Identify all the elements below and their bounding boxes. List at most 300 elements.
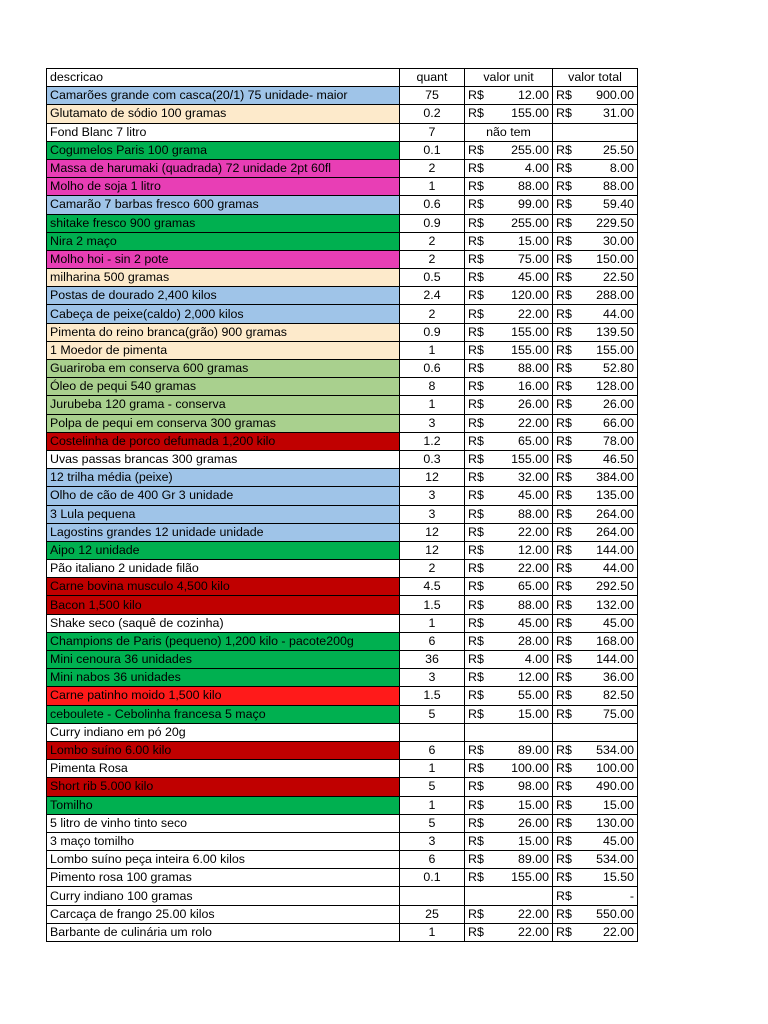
amount: 22.00 xyxy=(517,924,549,939)
cell-descricao[interactable]: Mini nabos 36 unidades xyxy=(47,669,400,687)
cell-descricao[interactable]: shitake fresco 900 gramas xyxy=(47,214,400,232)
amount: 12.00 xyxy=(517,670,549,685)
cell-valor-total[interactable] xyxy=(553,632,638,650)
cell-valor-unit[interactable] xyxy=(465,651,553,669)
amount: 75.00 xyxy=(602,706,634,721)
cell-quant[interactable]: 5 xyxy=(400,778,465,796)
cell-valor-total[interactable] xyxy=(553,723,638,741)
currency-symbol: R$ xyxy=(468,670,484,685)
amount: 89.00 xyxy=(517,743,549,758)
cell-valor-unit[interactable] xyxy=(465,323,553,341)
money-cell xyxy=(468,415,549,432)
cell-quant[interactable]: 1 xyxy=(400,396,465,414)
cell-valor-unit[interactable] xyxy=(465,523,553,541)
cell-quant[interactable]: 1 xyxy=(400,614,465,632)
amount: 4.00 xyxy=(524,652,549,667)
currency-symbol: R$ xyxy=(556,833,572,848)
cell-valor-total[interactable] xyxy=(553,796,638,814)
cell-valor-total[interactable] xyxy=(553,178,638,196)
money-cell xyxy=(556,306,634,323)
cell-descricao[interactable]: Polpa de pequi em conserva 300 gramas xyxy=(47,414,400,432)
cell-valor-total[interactable] xyxy=(553,378,638,396)
amount: 135.00 xyxy=(596,488,634,503)
table-row xyxy=(47,578,638,596)
cell-valor-unit[interactable] xyxy=(465,450,553,468)
cell-valor-unit[interactable] xyxy=(465,796,553,814)
cell-quant[interactable]: 0.5 xyxy=(400,269,465,287)
money-cell xyxy=(468,396,549,413)
money-cell xyxy=(468,742,549,759)
table-row xyxy=(47,232,638,250)
cell-quant[interactable]: 5 xyxy=(400,814,465,832)
cell-descricao[interactable]: 5 litro de vinho tinto seco xyxy=(47,814,400,832)
cell-quant[interactable]: 0.9 xyxy=(400,214,465,232)
cell-valor-total[interactable] xyxy=(553,396,638,414)
cell-valor-total[interactable] xyxy=(553,323,638,341)
cell-valor-total[interactable] xyxy=(553,669,638,687)
cell-valor-unit[interactable] xyxy=(465,505,553,523)
cell-valor-total[interactable] xyxy=(553,778,638,796)
cell-valor-unit[interactable] xyxy=(465,814,553,832)
currency-symbol: R$ xyxy=(556,706,572,721)
cell-descricao[interactable]: Óleo de pequi 540 gramas xyxy=(47,378,400,396)
cell-quant[interactable]: 0.3 xyxy=(400,450,465,468)
amount: 45.00 xyxy=(517,270,549,285)
cell-valor-unit[interactable] xyxy=(465,869,553,887)
cell-descricao[interactable]: Shake seco (saquê de cozinha) xyxy=(47,614,400,632)
cell-descricao[interactable]: Aipo 12 unidade xyxy=(47,541,400,559)
cell-valor-unit[interactable] xyxy=(465,305,553,323)
money-cell xyxy=(468,324,549,341)
amount: 25.50 xyxy=(602,142,634,157)
money-cell xyxy=(556,797,634,814)
cell-descricao[interactable]: Bacon 1,500 kilo xyxy=(47,596,400,614)
cell-quant[interactable]: 5 xyxy=(400,705,465,723)
cell-quant[interactable]: 0.1 xyxy=(400,141,465,159)
cell-descricao[interactable]: Olho de cão de 400 Gr 3 unidade xyxy=(47,487,400,505)
cell-quant[interactable]: 0.2 xyxy=(400,105,465,123)
cell-valor-unit[interactable] xyxy=(465,887,553,905)
table-row xyxy=(47,341,638,359)
cell-descricao[interactable]: Camarão 7 barbas fresco 600 gramas xyxy=(47,196,400,214)
cell-descricao[interactable]: 3 maço tomilho xyxy=(47,832,400,850)
cell-valor-unit[interactable] xyxy=(465,905,553,923)
currency-symbol: R$ xyxy=(468,106,484,121)
cell-valor-total[interactable] xyxy=(553,487,638,505)
cell-quant[interactable]: 2 xyxy=(400,560,465,578)
cell-valor-total[interactable] xyxy=(553,250,638,268)
cell-valor-unit[interactable] xyxy=(465,250,553,268)
currency-symbol: R$ xyxy=(556,888,572,903)
cell-valor-total[interactable] xyxy=(553,869,638,887)
cell-valor-unit[interactable] xyxy=(465,578,553,596)
cell-valor-unit[interactable] xyxy=(465,760,553,778)
header-valor-unit[interactable]: valor unit xyxy=(465,69,553,87)
header-quant[interactable]: quant xyxy=(400,69,465,87)
cell-descricao[interactable]: Carne bovina musculo 4,500 kilo xyxy=(47,578,400,596)
currency-symbol: R$ xyxy=(468,379,484,394)
currency-symbol: R$ xyxy=(468,633,484,648)
currency-symbol: R$ xyxy=(556,597,572,612)
cell-valor-unit[interactable] xyxy=(465,851,553,869)
cell-valor-total[interactable] xyxy=(553,887,638,905)
cell-valor-unit[interactable] xyxy=(465,487,553,505)
money-cell xyxy=(468,306,549,323)
amount: 292.50 xyxy=(596,579,634,594)
money-cell xyxy=(468,687,549,704)
cell-quant[interactable]: 6 xyxy=(400,741,465,759)
cell-valor-unit[interactable] xyxy=(465,469,553,487)
currency-symbol: R$ xyxy=(468,397,484,412)
amount: 132.00 xyxy=(596,597,634,612)
table-row xyxy=(47,760,638,778)
table-row xyxy=(47,450,638,468)
cell-valor-unit[interactable] xyxy=(465,723,553,741)
cell-valor-total[interactable] xyxy=(553,269,638,287)
cell-quant[interactable]: 8 xyxy=(400,378,465,396)
money-cell xyxy=(468,196,549,213)
cell-quant[interactable]: 0.9 xyxy=(400,323,465,341)
cell-valor-unit[interactable] xyxy=(465,596,553,614)
cell-descricao[interactable]: Lombo suíno 6.00 kilo xyxy=(47,741,400,759)
cell-descricao[interactable]: Champions de Paris (pequeno) 1,200 kilo - pacote200g xyxy=(47,632,400,650)
cell-descricao[interactable]: Guariroba em conserva 600 gramas xyxy=(47,360,400,378)
cell-valor-unit[interactable] xyxy=(465,687,553,705)
header-valor-total[interactable]: valor total xyxy=(553,69,638,87)
cell-valor-unit[interactable] xyxy=(465,214,553,232)
cell-valor-total[interactable] xyxy=(553,905,638,923)
table-row xyxy=(47,923,638,941)
cell-valor-unit[interactable] xyxy=(465,341,553,359)
table-row xyxy=(47,541,638,559)
cell-valor-unit[interactable] xyxy=(465,360,553,378)
cell-valor-unit[interactable] xyxy=(465,269,553,287)
currency-symbol: R$ xyxy=(556,251,572,266)
cell-descricao[interactable]: Camarões grande com casca(20/1) 75 unidade- maior xyxy=(47,87,400,105)
cell-valor-total[interactable] xyxy=(553,105,638,123)
cell-descricao[interactable]: 12 trilha média (peixe) xyxy=(47,469,400,487)
cell-valor-unit[interactable] xyxy=(465,560,553,578)
cell-valor-unit[interactable] xyxy=(465,196,553,214)
currency-symbol: R$ xyxy=(556,452,572,467)
cell-descricao[interactable]: Uvas passas brancas 300 gramas xyxy=(47,450,400,468)
cell-descricao[interactable]: Curry indiano 100 gramas xyxy=(47,887,400,905)
cell-descricao[interactable]: milharina 500 gramas xyxy=(47,269,400,287)
cell-valor-total[interactable] xyxy=(553,214,638,232)
cell-quant[interactable]: 3 xyxy=(400,669,465,687)
cell-valor-total[interactable] xyxy=(553,360,638,378)
cell-valor-total[interactable] xyxy=(553,505,638,523)
money-cell xyxy=(468,506,549,523)
cell-valor-total[interactable] xyxy=(553,287,638,305)
cell-descricao[interactable]: Lombo suíno peça inteira 6.00 kilos xyxy=(47,851,400,869)
amount: 8.00 xyxy=(609,161,634,176)
cell-valor-total[interactable] xyxy=(553,923,638,941)
cell-quant[interactable]: 0.1 xyxy=(400,869,465,887)
cell-quant[interactable]: 1 xyxy=(400,178,465,196)
cell-valor-unit[interactable] xyxy=(465,832,553,850)
cell-descricao[interactable]: Molho de soja 1 litro xyxy=(47,178,400,196)
cell-valor-unit[interactable] xyxy=(465,232,553,250)
currency-symbol: R$ xyxy=(556,88,572,103)
money-cell xyxy=(556,233,634,250)
cell-valor-unit[interactable] xyxy=(465,614,553,632)
cell-valor-unit[interactable] xyxy=(465,741,553,759)
cell-valor-total[interactable] xyxy=(553,832,638,850)
cell-quant[interactable]: 6 xyxy=(400,851,465,869)
table-row xyxy=(47,432,638,450)
cell-descricao[interactable]: Mini cenoura 36 unidades xyxy=(47,651,400,669)
amount: 22.00 xyxy=(517,561,549,576)
table-row xyxy=(47,123,638,141)
cell-quant[interactable]: 1.5 xyxy=(400,596,465,614)
cell-valor-unit[interactable] xyxy=(465,632,553,650)
cell-quant[interactable]: 12 xyxy=(400,523,465,541)
money-cell xyxy=(556,269,634,286)
cell-quant[interactable]: 0.6 xyxy=(400,196,465,214)
cell-quant[interactable]: 1.5 xyxy=(400,687,465,705)
cell-quant[interactable]: 3 xyxy=(400,832,465,850)
currency-symbol: R$ xyxy=(556,743,572,758)
cell-quant[interactable]: 3 xyxy=(400,414,465,432)
cell-quant[interactable]: 2 xyxy=(400,232,465,250)
cell-quant[interactable]: 3 xyxy=(400,487,465,505)
cell-valor-total[interactable] xyxy=(553,450,638,468)
cell-valor-total[interactable] xyxy=(553,232,638,250)
money-cell xyxy=(556,888,634,905)
currency-symbol: R$ xyxy=(468,342,484,357)
header-descricao[interactable]: descricao xyxy=(47,69,400,87)
amount: 55.00 xyxy=(517,688,549,703)
cell-valor-unit[interactable] xyxy=(465,414,553,432)
amount: 46.50 xyxy=(602,452,634,467)
amount: 384.00 xyxy=(596,470,634,485)
cell-valor-unit[interactable] xyxy=(465,105,553,123)
currency-symbol: R$ xyxy=(556,233,572,248)
money-cell xyxy=(468,669,549,686)
currency-symbol: R$ xyxy=(468,852,484,867)
currency-symbol: R$ xyxy=(556,215,572,230)
cell-valor-total[interactable] xyxy=(553,687,638,705)
cell-valor-total[interactable] xyxy=(553,851,638,869)
amount: 22.00 xyxy=(517,524,549,539)
cell-valor-total[interactable] xyxy=(553,141,638,159)
cell-descricao[interactable]: Pimento rosa 100 gramas xyxy=(47,869,400,887)
money-cell xyxy=(468,760,549,777)
table-row xyxy=(47,741,638,759)
cell-descricao[interactable]: Cabeça de peixe(caldo) 2,000 kilos xyxy=(47,305,400,323)
cell-quant[interactable] xyxy=(400,723,465,741)
cell-quant[interactable]: 1 xyxy=(400,760,465,778)
cell-quant[interactable]: 12 xyxy=(400,469,465,487)
cell-quant[interactable]: 12 xyxy=(400,541,465,559)
cell-descricao[interactable]: Costelinha de porco defumada 1,200 kilo xyxy=(47,432,400,450)
cell-valor-unit[interactable] xyxy=(465,396,553,414)
amount: 155.00 xyxy=(511,452,549,467)
currency-symbol: R$ xyxy=(556,488,572,503)
cell-valor-total[interactable] xyxy=(553,596,638,614)
table-row xyxy=(47,287,638,305)
money-cell xyxy=(468,924,549,941)
money-cell xyxy=(556,778,634,795)
money-cell xyxy=(468,469,549,486)
cell-descricao[interactable]: Lagostins grandes 12 unidade unidade xyxy=(47,523,400,541)
cell-descricao[interactable]: Pão italiano 2 unidade filão xyxy=(47,560,400,578)
cell-quant[interactable]: 0.6 xyxy=(400,360,465,378)
cell-valor-total[interactable] xyxy=(553,523,638,541)
amount: 15.50 xyxy=(602,870,634,885)
amount: 15.00 xyxy=(517,706,549,721)
cell-quant[interactable]: 1 xyxy=(400,796,465,814)
cell-descricao[interactable]: Nira 2 maço xyxy=(47,232,400,250)
table-row xyxy=(47,705,638,723)
money-cell xyxy=(556,633,634,650)
cell-quant[interactable]: 6 xyxy=(400,632,465,650)
cell-valor-unit[interactable] xyxy=(465,123,553,141)
cell-valor-total[interactable] xyxy=(553,432,638,450)
currency-symbol: R$ xyxy=(468,652,484,667)
cell-descricao[interactable]: Pimenta Rosa xyxy=(47,760,400,778)
cell-valor-total[interactable] xyxy=(553,560,638,578)
money-cell xyxy=(468,269,549,286)
cell-valor-total[interactable] xyxy=(553,614,638,632)
cell-valor-unit[interactable] xyxy=(465,778,553,796)
table-row xyxy=(47,523,638,541)
cell-valor-total[interactable] xyxy=(553,814,638,832)
cell-quant[interactable]: 7 xyxy=(400,123,465,141)
money-cell xyxy=(556,742,634,759)
cell-valor-unit[interactable] xyxy=(465,923,553,941)
table-row xyxy=(47,323,638,341)
cell-valor-unit[interactable] xyxy=(465,669,553,687)
money-cell xyxy=(468,105,549,122)
cell-descricao[interactable]: Barbante de culinária um rolo xyxy=(47,923,400,941)
cell-quant[interactable]: 1.2 xyxy=(400,432,465,450)
money-cell xyxy=(556,396,634,413)
cell-quant[interactable]: 3 xyxy=(400,505,465,523)
money-cell xyxy=(556,651,634,668)
table-row xyxy=(47,869,638,887)
cell-descricao[interactable]: Short rib 5.000 kilo xyxy=(47,778,400,796)
money-cell xyxy=(468,797,549,814)
cell-valor-total[interactable] xyxy=(553,469,638,487)
money-cell xyxy=(468,233,549,250)
cell-descricao[interactable]: Massa de harumaki (quadrada) 72 unidade 2pt 60fl xyxy=(47,159,400,177)
cell-descricao[interactable]: Curry indiano em pó 20g xyxy=(47,723,400,741)
cell-valor-unit[interactable] xyxy=(465,178,553,196)
money-cell xyxy=(468,160,549,177)
cell-descricao[interactable]: Carne patinho moido 1,500 kilo xyxy=(47,687,400,705)
cell-quant[interactable]: 75 xyxy=(400,87,465,105)
cell-valor-total[interactable] xyxy=(553,414,638,432)
money-cell xyxy=(468,560,549,577)
currency-symbol: R$ xyxy=(556,288,572,303)
cell-valor-total[interactable] xyxy=(553,705,638,723)
money-cell xyxy=(556,506,634,523)
cell-quant[interactable]: 1 xyxy=(400,341,465,359)
cell-descricao[interactable]: Cogumelos Paris 100 grama xyxy=(47,141,400,159)
cell-descricao[interactable]: Molho hoi - sin 2 pote xyxy=(47,250,400,268)
currency-symbol: R$ xyxy=(556,670,572,685)
currency-symbol: R$ xyxy=(468,179,484,194)
cell-descricao[interactable]: 3 Lula pequena xyxy=(47,505,400,523)
cell-descricao[interactable]: Postas de dourado 2,400 kilos xyxy=(47,287,400,305)
currency-symbol: R$ xyxy=(556,179,572,194)
cell-valor-total[interactable] xyxy=(553,159,638,177)
cell-note: não tem xyxy=(486,124,531,139)
money-cell xyxy=(468,524,549,541)
currency-symbol: R$ xyxy=(556,561,572,576)
cell-valor-total[interactable] xyxy=(553,760,638,778)
cell-valor-unit[interactable] xyxy=(465,159,553,177)
cell-quant[interactable]: 1 xyxy=(400,923,465,941)
cell-descricao[interactable]: Pimenta do reino branca(grão) 900 gramas xyxy=(47,323,400,341)
header-row xyxy=(47,69,638,87)
table-row xyxy=(47,360,638,378)
currency-symbol: R$ xyxy=(468,88,484,103)
cell-descricao[interactable]: Fond Blanc 7 litro xyxy=(47,123,400,141)
cell-valor-total[interactable] xyxy=(553,196,638,214)
cell-valor-unit[interactable] xyxy=(465,141,553,159)
cell-valor-total[interactable] xyxy=(553,341,638,359)
cell-valor-unit[interactable] xyxy=(465,432,553,450)
cell-quant[interactable]: 2 xyxy=(400,305,465,323)
cell-valor-unit[interactable] xyxy=(465,87,553,105)
currency-symbol: R$ xyxy=(556,633,572,648)
cell-descricao[interactable]: Glutamato de sódio 100 gramas xyxy=(47,105,400,123)
cell-descricao[interactable]: 1 Moedor de pimenta xyxy=(47,341,400,359)
cell-quant[interactable]: 25 xyxy=(400,905,465,923)
cell-valor-total[interactable] xyxy=(553,578,638,596)
money-cell xyxy=(556,342,634,359)
cell-quant[interactable]: 2 xyxy=(400,250,465,268)
cell-descricao[interactable]: Carcaça de frango 25.00 kilos xyxy=(47,905,400,923)
cell-valor-unit[interactable] xyxy=(465,287,553,305)
cell-quant[interactable] xyxy=(400,887,465,905)
cell-valor-total[interactable] xyxy=(553,87,638,105)
table-row xyxy=(47,905,638,923)
cell-valor-total[interactable] xyxy=(553,741,638,759)
amount: 139.50 xyxy=(596,324,634,339)
money-cell xyxy=(468,778,549,795)
currency-symbol: R$ xyxy=(468,870,484,885)
currency-symbol: R$ xyxy=(468,433,484,448)
cell-descricao[interactable]: Jurubeba 120 grama - conserva xyxy=(47,396,400,414)
cell-descricao[interactable]: ceboulete - Cebolinha francesa 5 maço xyxy=(47,705,400,723)
cell-quant[interactable]: 4.5 xyxy=(400,578,465,596)
currency-symbol: R$ xyxy=(556,924,572,939)
cell-valor-unit[interactable] xyxy=(465,541,553,559)
cell-valor-total[interactable] xyxy=(553,651,638,669)
cell-quant[interactable]: 36 xyxy=(400,651,465,669)
table-row xyxy=(47,505,638,523)
cell-quant[interactable]: 2.4 xyxy=(400,287,465,305)
cell-valor-total[interactable] xyxy=(553,541,638,559)
currency-symbol: R$ xyxy=(468,815,484,830)
amount: 155.00 xyxy=(511,342,549,357)
cell-descricao[interactable]: Tomilho xyxy=(47,796,400,814)
cell-valor-total[interactable] xyxy=(553,305,638,323)
cell-valor-total[interactable] xyxy=(553,123,638,141)
table-row xyxy=(47,141,638,159)
cell-valor-unit[interactable] xyxy=(465,378,553,396)
table-row xyxy=(47,487,638,505)
money-cell xyxy=(468,615,549,632)
cell-quant[interactable]: 2 xyxy=(400,159,465,177)
cell-valor-unit[interactable] xyxy=(465,705,553,723)
amount: 65.00 xyxy=(517,579,549,594)
currency-symbol: R$ xyxy=(468,797,484,812)
